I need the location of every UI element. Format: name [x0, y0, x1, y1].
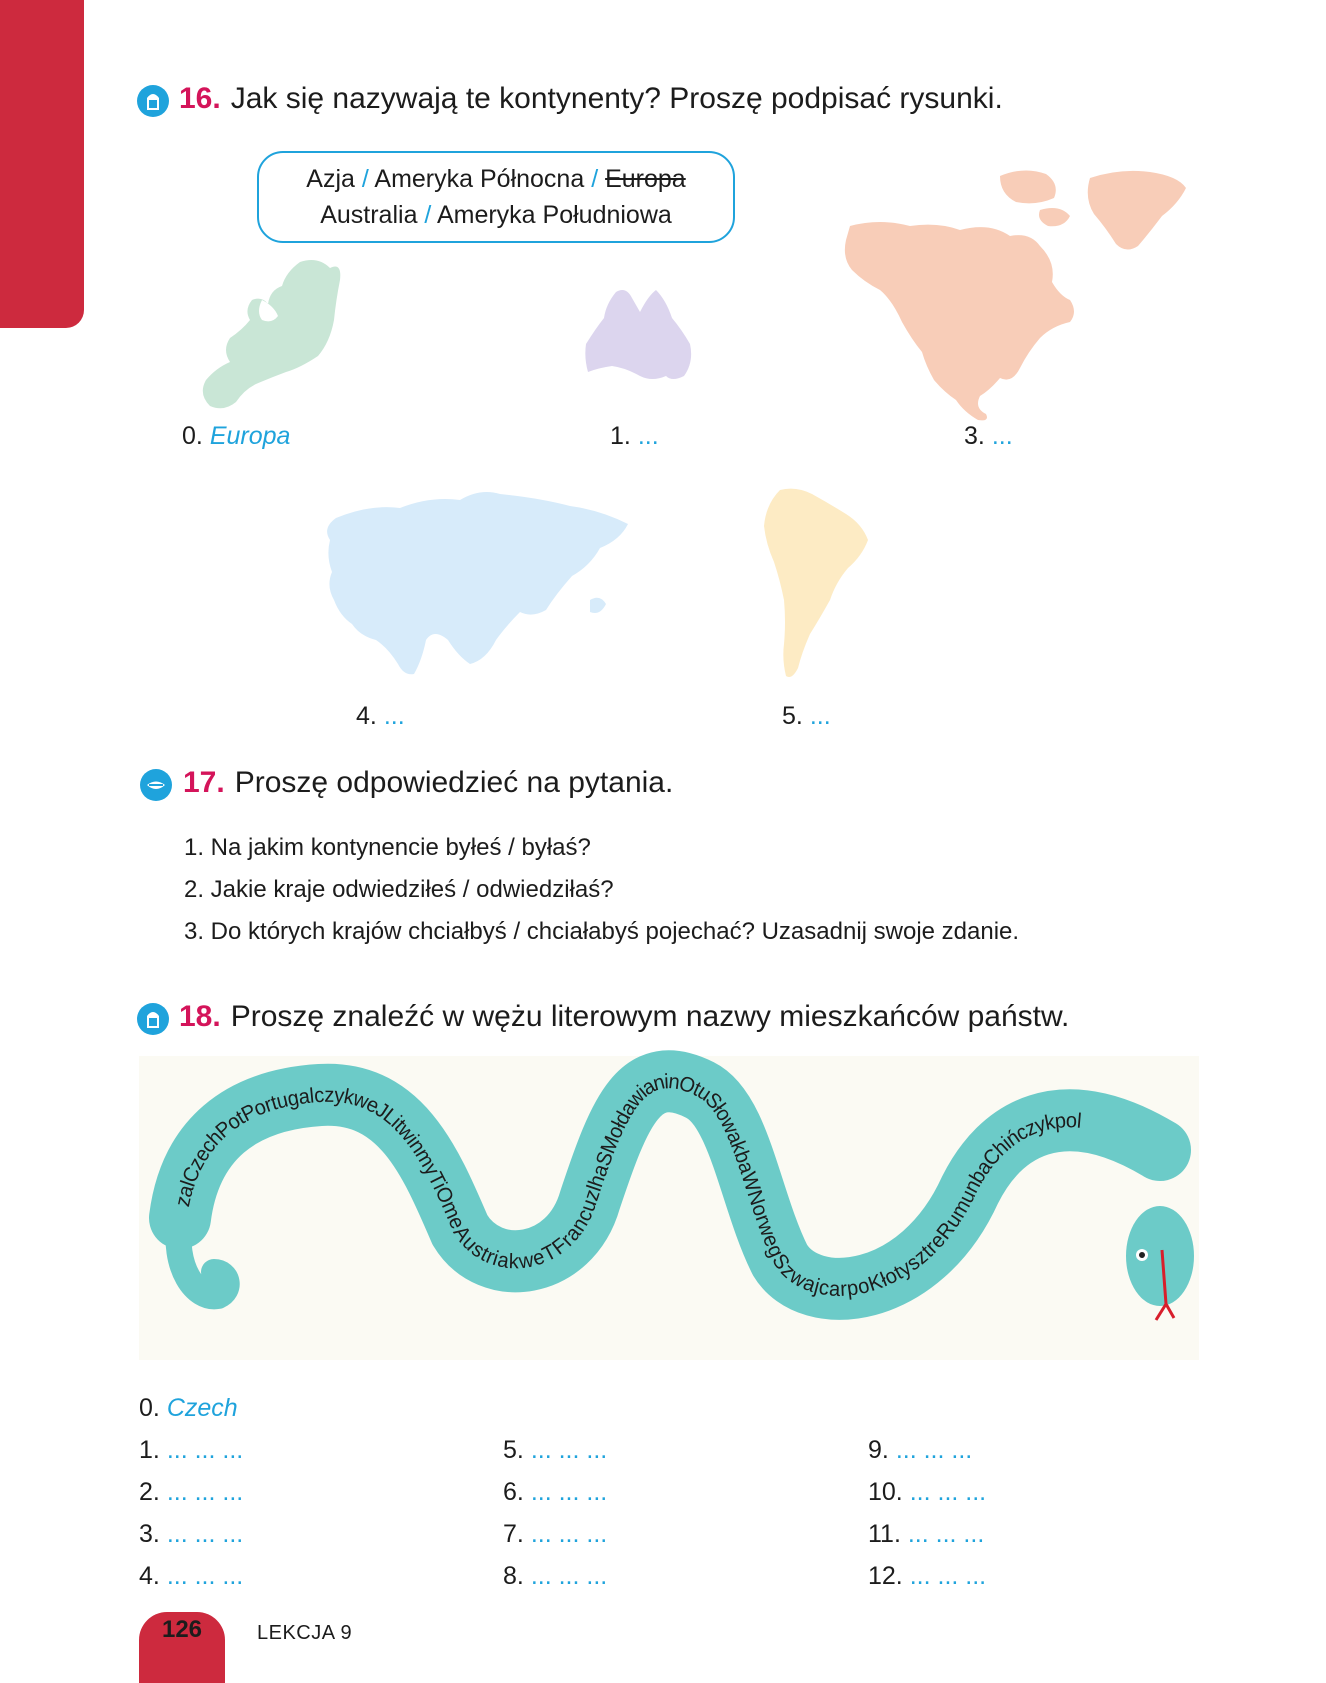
label-number: 0.: [182, 422, 203, 450]
answer-4: [139, 1562, 243, 1591]
answer-blank[interactable]: ... ... ...: [530, 1436, 608, 1464]
answer-number: 0.: [139, 1394, 160, 1422]
snake-letter-text: zalCzechPotPortugalczykweJLitwinmyTiOmeAustriakweTFrancuzlhaSMołdawianinOtuSłowakbaWNorwegSzwajcarpoKłotysztreRumunbaChińczykpol: [171, 1070, 1083, 1302]
answer-5: [503, 1436, 607, 1465]
answer-number: 1.: [139, 1436, 160, 1464]
answer-number: 2.: [139, 1478, 160, 1506]
lesson-label: LEKCJA 9: [257, 1622, 353, 1644]
label-number: 1.: [610, 422, 631, 450]
answer-blank[interactable]: ... ... ...: [530, 1520, 608, 1548]
label-number: 4.: [356, 702, 377, 730]
answer-value: Czech: [166, 1394, 238, 1422]
word-ameryka-polnocna: Ameryka Północna: [374, 165, 585, 193]
question-3: 3. Do których krajów chciałbyś / chciałabyś pojechać? Uzasadnij swoje zdanie.: [184, 918, 1020, 945]
label-answer-blank[interactable]: ...: [809, 702, 831, 730]
answer-8: [503, 1562, 607, 1591]
label-answer-blank[interactable]: ...: [637, 422, 659, 450]
exercise-17-title: Proszę odpowiedzieć na pytania.: [234, 766, 674, 799]
exercise-18-number: 18.: [179, 1000, 221, 1033]
exercise-17-number: 17.: [183, 766, 225, 799]
answer-blank[interactable]: ... ... ...: [166, 1520, 244, 1548]
word-ameryka-poludniowa: Ameryka Południowa: [436, 201, 672, 229]
answer-0: [139, 1394, 238, 1423]
word-separator: /: [361, 165, 369, 193]
answer-10: [868, 1478, 986, 1507]
answer-number: 9.: [868, 1436, 889, 1464]
word-azja: Azja: [306, 165, 355, 193]
answer-blank[interactable]: ... ... ...: [909, 1562, 987, 1590]
answer-7: [503, 1520, 607, 1549]
answer-number: 7.: [503, 1520, 524, 1548]
answer-blank[interactable]: ... ... ...: [909, 1478, 987, 1506]
answer-12: [868, 1562, 986, 1591]
answer-blank[interactable]: ... ... ...: [166, 1436, 244, 1464]
word-australia: Australia: [320, 201, 418, 229]
answer-3: [139, 1520, 243, 1549]
answer-number: 12.: [868, 1562, 903, 1590]
label-answer: Europa: [209, 422, 291, 450]
page-number: 126: [161, 1616, 203, 1643]
answer-number: 5.: [503, 1436, 524, 1464]
answer-number: 6.: [503, 1478, 524, 1506]
snake-pupil: [1139, 1252, 1145, 1258]
exercise-16-title: Jak się nazywają te kontynenty? Proszę podpisać rysunki.: [230, 82, 1003, 115]
answer-number: 8.: [503, 1562, 524, 1590]
question-1: 1. Na jakim kontynencie byłeś / byłaś?: [184, 834, 591, 861]
answer-blank[interactable]: ... ... ...: [166, 1562, 244, 1590]
answer-blank[interactable]: ... ... ...: [530, 1562, 608, 1590]
answer-number: 3.: [139, 1520, 160, 1548]
answer-number: 11.: [868, 1520, 901, 1548]
word-separator: /: [591, 165, 599, 193]
answer-6: [503, 1478, 607, 1507]
answer-blank[interactable]: ... ... ...: [907, 1520, 985, 1548]
answer-blank[interactable]: ... ... ...: [895, 1436, 973, 1464]
answer-blank[interactable]: ... ... ...: [166, 1478, 244, 1506]
answer-blank[interactable]: ... ... ...: [530, 1478, 608, 1506]
answer-number: 10.: [868, 1478, 903, 1506]
answer-number: 4.: [139, 1562, 160, 1590]
label-answer-blank[interactable]: ...: [991, 422, 1013, 450]
answer-1: [139, 1436, 243, 1465]
label-number: 3.: [964, 422, 985, 450]
word-europa-crossed: Europa: [605, 165, 686, 193]
word-separator: /: [424, 201, 432, 229]
exercise-16-number: 16.: [179, 82, 221, 115]
label-number: 5.: [782, 702, 803, 730]
answer-2: [139, 1478, 243, 1507]
question-2: 2. Jakie kraje odwiedziłeś / odwiedziłaś?: [184, 876, 614, 903]
exercise-18-title: Proszę znaleźć w wężu literowym nazwy mieszkańców państw.: [230, 1000, 1070, 1033]
answer-11: [868, 1520, 984, 1549]
answer-9: [868, 1436, 972, 1465]
label-answer-blank[interactable]: ...: [383, 702, 405, 730]
